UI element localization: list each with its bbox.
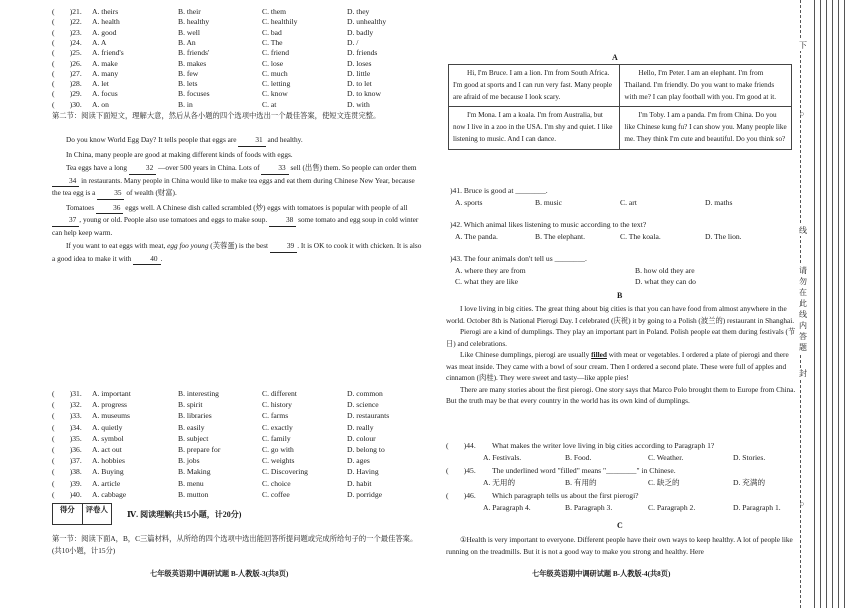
option-b[interactable]: B. interesting [178, 389, 219, 398]
option-a[interactable]: A. article [92, 478, 121, 488]
option-b[interactable]: B. The elephant. [535, 232, 586, 241]
option-d[interactable]: D. maths [705, 198, 733, 207]
option-c[interactable]: C. Paragraph 2. [648, 503, 696, 512]
option-d[interactable]: D. what they can do [635, 277, 696, 286]
option-b[interactable]: B. Making [178, 467, 211, 477]
section4-intro: 第一节：阅读下面A，B，C三篇材料，从所给的四个选项中选出能回答所提问题或完成所给句子的一个最佳答案。(共10小题，计15分) [52, 534, 418, 555]
footer-right: 七年级英语期中调研试题 B-人教版-4(共8页) [532, 570, 671, 578]
part-b-label: B [617, 291, 623, 300]
option-d[interactable]: D. habit [347, 478, 372, 488]
option-b[interactable]: B. focuses [178, 89, 210, 99]
binding-line-5 [838, 0, 839, 608]
option-d[interactable]: D. friends [347, 48, 378, 58]
option-c[interactable]: C. go with [262, 445, 294, 454]
option-b[interactable]: B. spirit [178, 400, 203, 410]
option-a[interactable]: A. quietly [92, 422, 123, 432]
option-d[interactable]: D. / [347, 37, 359, 47]
bruce-cell: Hi, I'm Bruce. I am a lion. I'm from South Africa. I'm good at sports and I can run very fast. Many people are afraid of me because I look scary. [449, 65, 620, 107]
question-number: ( )32. [52, 400, 82, 410]
option-b[interactable]: B. Paragraph 3. [565, 503, 613, 512]
option-a[interactable]: A. many [92, 68, 119, 78]
option-a[interactable]: A. 无用的 [483, 478, 516, 487]
option-a[interactable]: A. Festivals. [483, 453, 522, 462]
option-b[interactable]: B. menu [178, 478, 204, 488]
option-a[interactable]: A. act out [92, 445, 122, 454]
question-number: ( )45. [446, 466, 476, 475]
option-d[interactable]: D. with [347, 99, 370, 109]
option-c[interactable]: C. bad [262, 27, 282, 37]
option-c[interactable]: C. The [262, 37, 283, 47]
peter-cell: Hello, I'm Peter. I am an elephant. I'm from Thailand. I'm friendly. Do you want to make friends with me? I can play football with you. I'm good at it. [620, 65, 792, 107]
option-c[interactable]: C. coffee [262, 489, 290, 499]
question-text: Which paragraph tells us about the first pierogi? [492, 491, 639, 500]
question-text: The underlined word "filled" means "________" in Chinese. [492, 466, 676, 475]
part-a-question: )42. Which animal likes listening to music according to the text? [450, 220, 647, 229]
option-c[interactable]: C. 缺乏的 [648, 478, 680, 487]
option-a[interactable]: A. on [92, 99, 109, 109]
option-a[interactable]: A. health [92, 17, 120, 27]
option-c[interactable]: C. them [262, 7, 287, 16]
option-a[interactable]: A. Buying [92, 467, 124, 477]
part-b-passage: I love living in big cities. The great thing about big cities is that you can have food from almost anywhere in the world. October 8th is National Pierogi Day. I celebrated (庆祝) it by going to a Polish (波兰的) restaurant in Shanghai. Pierogi are a kind of dumplings. They play an important part in Poland. Polish people eat them during festivals (节日) and celebrations. Like Chinese dumplings, pierogi are usually filled with meat or vegetables. I ordered a plate of pierogi and there was meat inside. They came with a bowl of sour cream. Then I ordered a second plate. These were full of apples and cinnamon (肉桂). They were sweet and tasty—like apple pies! There are many stories about the first pierogi. One story says that Marco Polo brought them to Europe from China. But the truth may be that every country in the world has its own kind of dumplings. [446, 304, 796, 405]
option-d[interactable]: D. Paragraph 1. [733, 503, 781, 512]
score-label: 得分 [53, 504, 83, 524]
underlined-word: filled [591, 350, 607, 359]
binding-circle-2: ○ [800, 500, 805, 508]
option-b[interactable]: B. jobs [178, 456, 200, 466]
option-c[interactable]: C. history [262, 400, 292, 410]
question-number: ( )23. [52, 27, 82, 37]
option-a[interactable]: A. good [92, 27, 117, 37]
option-c[interactable]: C. at [262, 99, 277, 109]
binding-circle-1: ○ [800, 110, 805, 118]
question-number: ( )28. [52, 79, 82, 89]
question-number: ( )31. [52, 389, 82, 398]
option-c[interactable]: C. Weather. [648, 453, 684, 462]
binding-mark-mid: 线 [799, 226, 807, 235]
option-d[interactable]: D. 充满的 [733, 478, 766, 487]
option-d[interactable]: D. The lion. [705, 232, 742, 241]
option-b[interactable]: B. friends' [178, 48, 210, 58]
option-d[interactable]: D. little [347, 68, 371, 78]
question-number: ( )30. [52, 99, 82, 109]
option-a[interactable]: A. make [92, 58, 118, 68]
part-a-table [448, 64, 792, 150]
option-c[interactable]: C. healthily [262, 17, 298, 27]
question-number: ( )37. [52, 456, 82, 466]
question-number: ( )46. [446, 491, 476, 500]
option-c[interactable]: C. know [262, 89, 288, 99]
option-a[interactable]: A. focus [92, 89, 118, 99]
option-d[interactable]: D. restaurants [347, 411, 390, 421]
binding-line-6 [844, 0, 845, 608]
option-d[interactable]: D. badly [347, 27, 374, 37]
option-c[interactable]: C. different [262, 389, 297, 398]
option-b[interactable]: B. easily [178, 422, 205, 432]
option-d[interactable]: D. common [347, 389, 383, 398]
question-number: ( )36. [52, 445, 82, 454]
part-c-label: C [617, 521, 623, 530]
question-number: ( )21. [52, 7, 82, 16]
question-number: ( )34. [52, 422, 82, 432]
option-b[interactable]: B. how old they are [635, 266, 695, 275]
option-b[interactable]: B. Food. [565, 453, 592, 462]
option-a[interactable]: A. symbol [92, 433, 124, 443]
binding-line-3 [826, 0, 827, 608]
option-d[interactable]: D. unhealthy [347, 17, 387, 27]
option-b[interactable]: B. few [178, 68, 199, 78]
mona-cell: I'm Mona. I am a koala. I'm from Australia, but now I live in a zoo in the USA. I'm shy and quiet. I like listening to music. And I can dance. [449, 107, 620, 149]
option-d[interactable]: D. science [347, 400, 379, 410]
score-box [52, 503, 112, 525]
option-b[interactable]: B. well [178, 27, 200, 37]
option-a[interactable]: A. hobbies [92, 456, 125, 466]
option-a[interactable]: A. important [92, 389, 131, 398]
option-c[interactable]: C. The koala. [620, 232, 661, 241]
binding-mark-top: 下 [799, 41, 807, 50]
option-a[interactable]: A. where they are from [455, 266, 526, 275]
binding-mark-bottom: 封 [799, 369, 807, 378]
option-c[interactable]: C. letting [262, 79, 291, 89]
question-number: ( )40. [52, 489, 82, 499]
option-d[interactable]: D. really [347, 422, 374, 432]
option-b[interactable]: B. prepare for [178, 445, 221, 454]
option-d[interactable]: D. Stories. [733, 453, 766, 462]
option-b[interactable]: B. subject [178, 433, 209, 443]
option-a[interactable]: A. The panda. [455, 232, 498, 241]
option-c[interactable]: C. lose [262, 58, 284, 68]
question-number: ( )44. [446, 441, 476, 450]
option-d[interactable]: D. porridge [347, 489, 383, 499]
option-b[interactable]: B. their [178, 7, 201, 16]
question-number: ( )24. [52, 37, 82, 47]
part-a-question: )43. The four animals don't tell us ________. [450, 254, 587, 263]
option-c[interactable]: C. choice [262, 478, 291, 488]
option-d[interactable]: D. they [347, 7, 370, 16]
question-number: ( )26. [52, 58, 82, 68]
option-b[interactable]: B. in [178, 99, 193, 109]
option-d[interactable]: D. ages [347, 456, 370, 466]
option-d[interactable]: D. Having [347, 467, 379, 477]
option-a[interactable]: A. friend's [92, 48, 124, 58]
question-number: ( )25. [52, 48, 82, 58]
question-number: ( )33. [52, 411, 82, 421]
option-a[interactable]: A. let [92, 79, 109, 89]
option-a[interactable]: A. museums [92, 411, 130, 421]
question-number: ( )27. [52, 68, 82, 78]
section4-title: Ⅳ. 阅读理解(共15小题，计20分) [127, 510, 242, 519]
option-c[interactable]: C. exactly [262, 422, 293, 432]
option-b[interactable]: B. lets [178, 79, 198, 89]
toby-cell: I'm Toby. I am a panda. I'm from China. Do you like Chinese kung fu? I can show you. Many people like me. They think I'm cute and beautiful. Do you think so? [620, 107, 792, 149]
question-number: ( )35. [52, 433, 82, 443]
section2-title: 第二节：阅读下面短文，理解大意，然后从各小题的四个选项中选出一个最佳答案，使短文连贯完整。 [52, 111, 381, 120]
binding-notice: 请勿在此线内答题 [799, 266, 807, 352]
option-c[interactable]: C. Discovering [262, 467, 308, 477]
option-d[interactable]: D. to let [347, 79, 372, 89]
option-c[interactable]: C. much [262, 68, 288, 78]
footer-left: 七年级英语期中调研试题 B-人教版-3(共8页) [150, 570, 289, 578]
question-text: What makes the writer love living in big cities according to Paragraph 1? [492, 441, 715, 450]
part-a-question: )41. Bruce is good at ________. [450, 186, 548, 195]
binding-line-1 [814, 0, 815, 608]
option-b[interactable]: B. 有用的 [565, 478, 597, 487]
option-a[interactable]: A. A [92, 37, 107, 47]
option-d[interactable]: D. loses [347, 58, 372, 68]
option-d[interactable]: D. to know [347, 89, 381, 99]
option-a[interactable]: A. progress [92, 400, 128, 410]
question-number: ( )22. [52, 17, 82, 27]
question-number: ( )38. [52, 467, 82, 477]
option-c[interactable]: C. weights [262, 456, 295, 466]
part-c-passage: ①Health is very important to everyone. Different people have their own ways to keep healthy. A lot of people like running on the treadmills. But it is not a good way to make you strong and healthy. Here [446, 535, 793, 556]
question-number: ( )29. [52, 89, 82, 99]
option-c[interactable]: C. family [262, 433, 291, 443]
option-a[interactable]: A. Paragraph 4. [483, 503, 531, 512]
part-a-label: A [612, 53, 618, 62]
option-d[interactable]: D. colour [347, 433, 376, 443]
option-a[interactable]: A. sports [455, 198, 483, 207]
question-number: ( )39. [52, 478, 82, 488]
option-a[interactable]: A. theirs [92, 7, 119, 16]
option-b[interactable]: B. music [535, 198, 563, 207]
option-c[interactable]: C. friend [262, 48, 289, 58]
option-b[interactable]: B. mutton [178, 489, 209, 499]
cloze-passage: Do you know World Egg Day? It tells people that eggs are 31 and healthy. In China, many people are good at making different kinds of foods with eggs. Tea eggs have a long 32 —over 500 years in China. Lots of 33 sell (出售) them. So people can order them 34 in restaurants. Many people in China would like to make tea eggs and eat them during Chinese New Year, because the tea egg is a 35 of wealth (财富). Tomatoes 36 eggs well. A Chinese dish called scrambled (炒) eggs with tomatoes is popular with people of all 37 , young or old. People also use tomatoes and eggs to make soup. 38 some tomato and egg soup in cold winter can help keep warm. If you want to eat eggs with meat, egg foo young (芙蓉蛋) is the best 39 . It is OK to cook it with chicken. It is also a good idea to make it with 40 . [52, 134, 422, 265]
option-d[interactable]: D. belong to [347, 445, 385, 454]
binding-line-2 [820, 0, 821, 608]
grader-label: 评卷人 [85, 505, 108, 514]
option-b[interactable]: B. An [178, 37, 196, 47]
binding-line-4 [832, 0, 833, 608]
option-b[interactable]: B. libraries [178, 411, 212, 421]
option-c[interactable]: C. what they are like [455, 277, 519, 286]
option-a[interactable]: A. cabbage [92, 489, 127, 499]
option-c[interactable]: C. farms [262, 411, 289, 421]
option-b[interactable]: B. makes [178, 58, 207, 68]
option-c[interactable]: C. art [620, 198, 637, 207]
option-b[interactable]: B. healthy [178, 17, 210, 27]
